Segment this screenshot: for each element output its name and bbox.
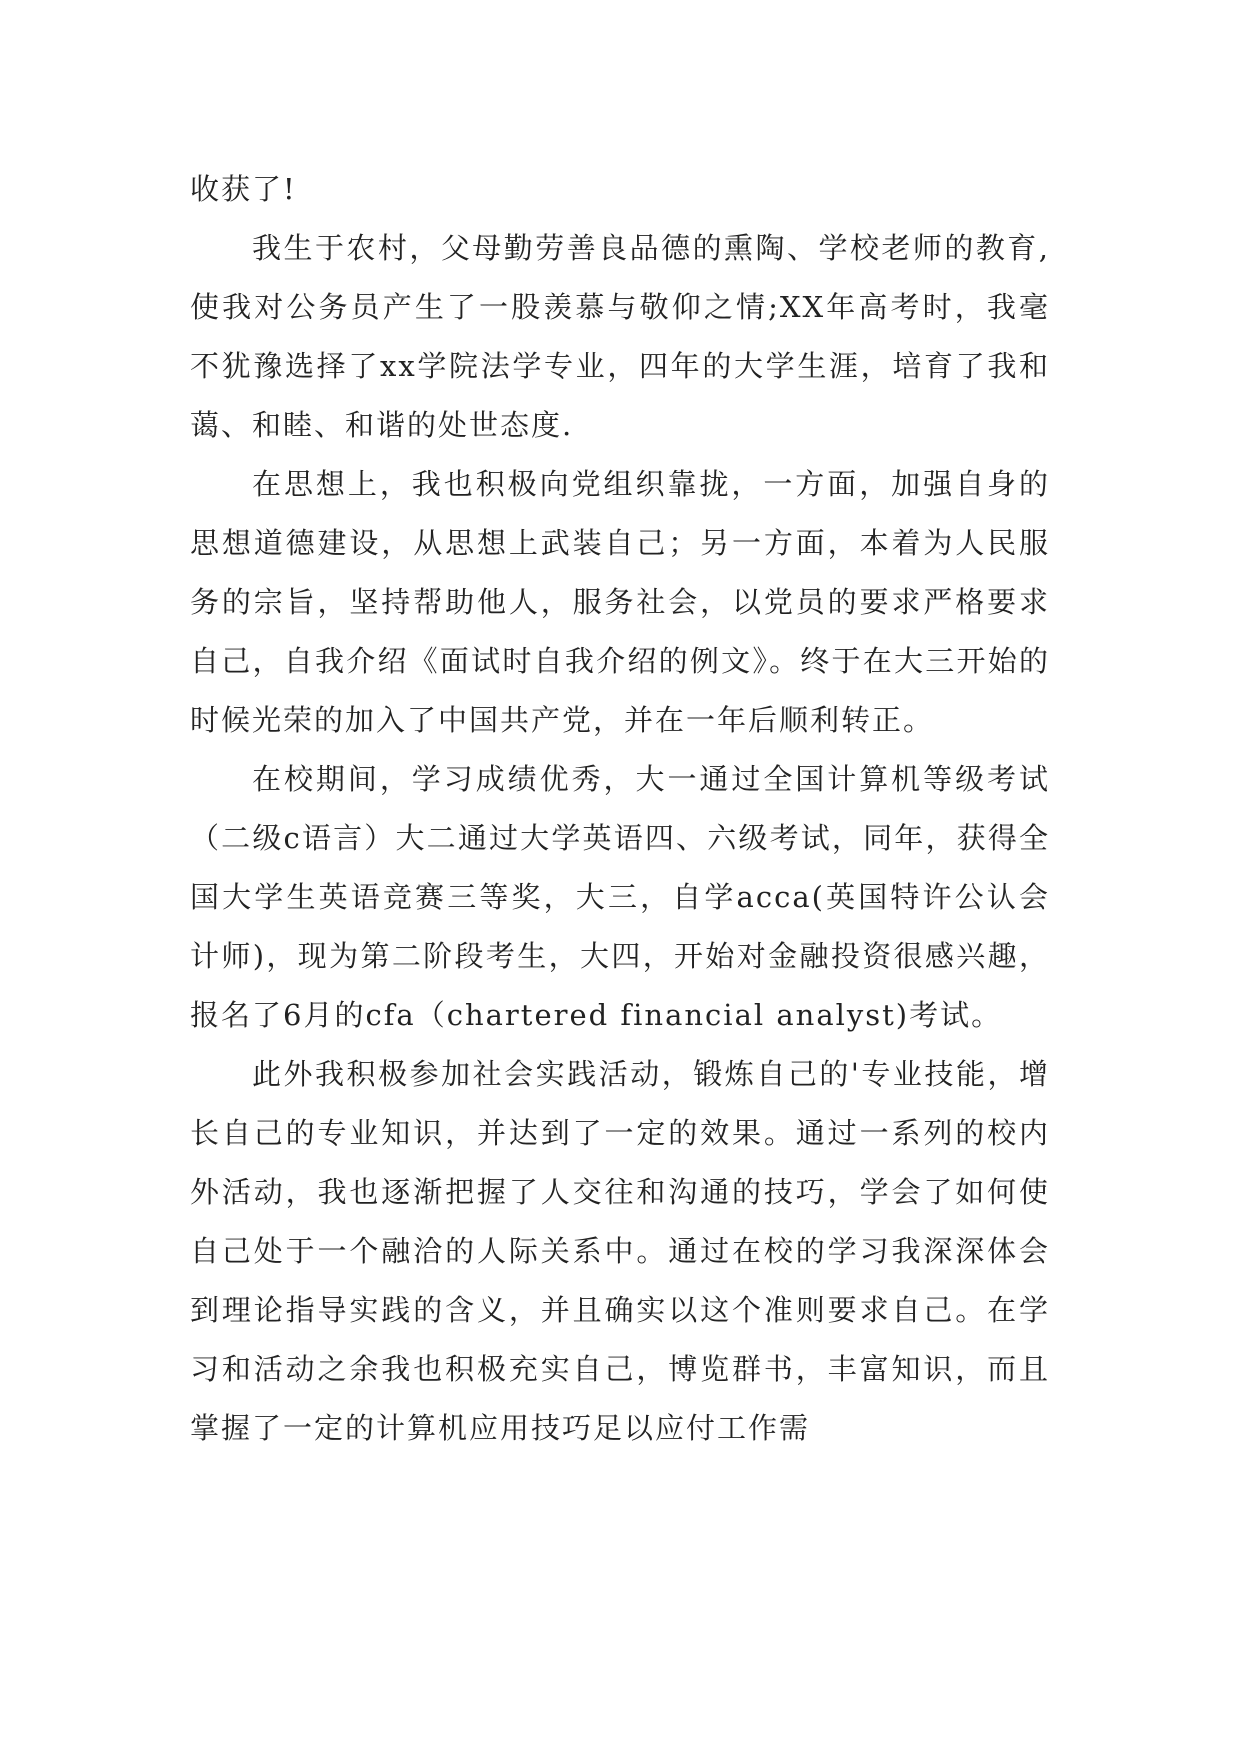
- paragraph-activities: 此外我积极参加社会实践活动，锻炼自己的'专业技能，增长自己的专业知识，并达到了一定的效果。通过一系列的校内外活动，我也逐渐把握了人交往和沟通的技巧，学会了如何使自己处于一个融洽的人际关系中。通过在校的学习我深深体会到理论指导实践的含义，并且确实以这个准则要求自己。在学习和活动之余我也积极充实自己，博览群书，丰富知识，而且掌握了一定的计算机应用技巧足以应付工作需: [190, 1057, 1050, 1445]
- paragraph-background: 我生于农村，父母勤劳善良品德的熏陶、学校老师的教育,使我对公务员产生了一股羡慕与敬仰之情;XX年高考时，我毫不犹豫选择了xx学院法学专业，四年的大学生涯，培育了我和蔼、和睦、和谐的处世态度.: [190, 231, 1050, 442]
- document-body: [190, 160, 1050, 1458]
- paragraph-ideology: 在思想上，我也积极向党组织靠拢，一方面，加强自身的思想道德建设，从思想上武装自己；另一方面，本着为人民服务的宗旨，坚持帮助他人，服务社会，以党员的要求严格要求自己，自我介绍《面试时自我介绍的例文》。终于在大三开始的时候光荣的加入了中国共产党，并在一年后顺利转正。: [190, 467, 1050, 737]
- paragraph-studies: 在校期间，学习成绩优秀，大一通过全国计算机等级考试（二级c语言）大二通过大学英语四、六级考试，同年，获得全国大学生英语竞赛三等奖，大三，自学acca(英国特许公认会计师)，现为第二阶段考生，大四，开始对金融投资很感兴趣，报名了6月的cfa（chartered financial analyst)考试。: [190, 762, 1050, 1032]
- paragraph-continuation: 收获了!: [190, 172, 297, 206]
